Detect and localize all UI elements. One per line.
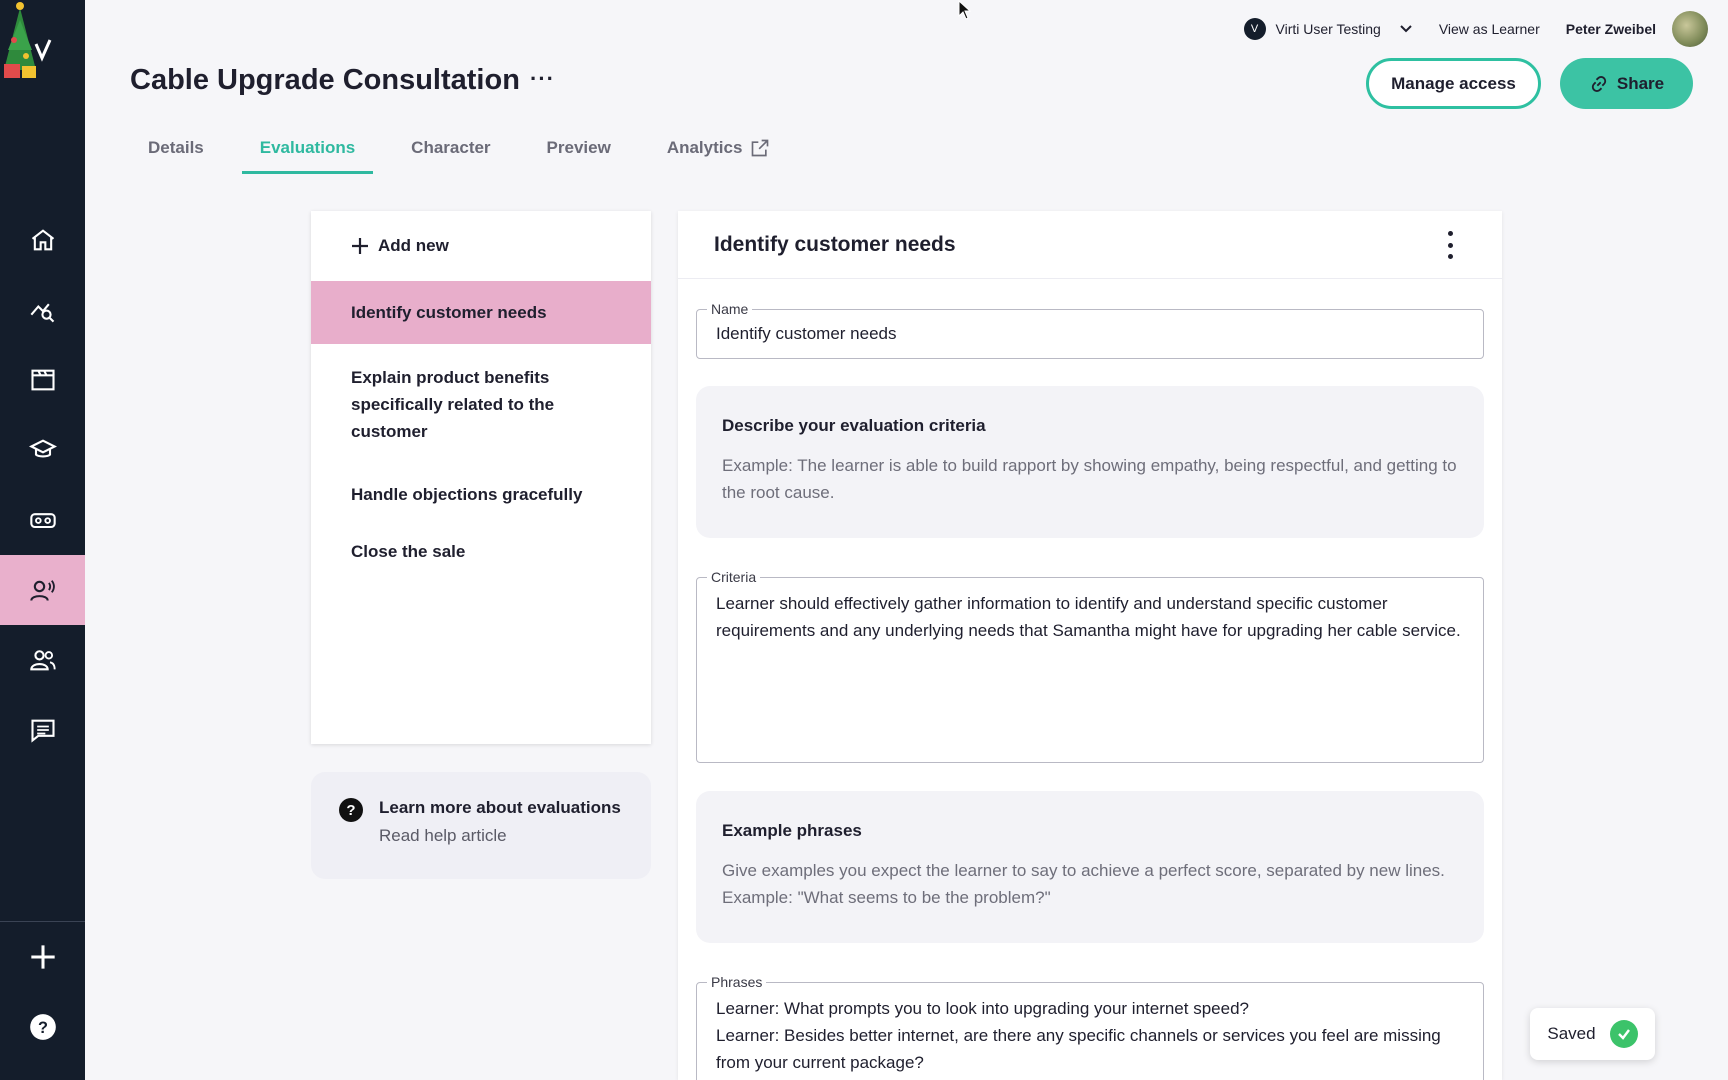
chevron-down-icon (1399, 22, 1413, 36)
list-item[interactable] (311, 281, 651, 344)
view-as-learner-link[interactable]: View as Learner (1438, 21, 1540, 37)
help-link[interactable]: Read help article (379, 826, 507, 845)
saved-toast (1530, 1008, 1655, 1060)
tab-label: Preview (546, 138, 611, 157)
phrases-field-label: Phrases (707, 974, 766, 990)
person-speaking-icon (29, 576, 57, 604)
question-icon: ? (339, 798, 363, 822)
evaluations-list (311, 211, 651, 744)
sidebar-item-videos[interactable] (0, 345, 85, 415)
phrases-info-title: Example phrases (722, 821, 862, 840)
check-icon (1610, 1020, 1638, 1048)
manage-access-button[interactable]: Manage access (1366, 58, 1541, 109)
sidebar-item-courses[interactable] (0, 415, 85, 485)
help-title: Learn more about evaluations (379, 798, 621, 817)
phrases-field (696, 974, 1484, 1080)
phrases-info-text: Give examples you expect the learner to say to achieve a perfect score, separated by new lines. Example: "What seems to be the problem?" (722, 861, 1445, 907)
workspace-badge: V (1244, 18, 1266, 40)
criteria-info-title: Describe your evaluation criteria (722, 416, 986, 435)
list-item-label: Explain product benefits specifically related to the customer (351, 368, 555, 441)
tab-preview[interactable] (529, 130, 629, 174)
help-icon (29, 1013, 57, 1041)
users-icon (29, 646, 57, 674)
list-item-label: Identify customer needs (351, 303, 547, 322)
plus-icon (29, 943, 57, 971)
tab-analytics[interactable] (649, 130, 789, 174)
list-item[interactable] (311, 459, 651, 530)
sidebar-item-feedback[interactable] (0, 695, 85, 765)
mouse-cursor-icon (958, 0, 972, 20)
list-item-label: Close the sale (351, 542, 466, 561)
share-label: Share (1616, 73, 1665, 93)
sidebar-add-button[interactable] (0, 922, 85, 992)
criteria-field (696, 569, 1484, 763)
title-more-button[interactable]: ··· (530, 66, 555, 91)
sidebar-item-users[interactable] (0, 625, 85, 695)
criteria-textarea[interactable] (697, 578, 1483, 762)
help-card[interactable] (311, 772, 651, 879)
tab-evaluations[interactable] (242, 130, 373, 174)
add-new-button[interactable] (311, 211, 651, 281)
svg-text:?: ? (37, 1018, 48, 1037)
plus-icon (350, 236, 370, 256)
saved-label: Saved (1547, 1024, 1596, 1043)
graduation-cap-icon (29, 436, 57, 464)
app-logo[interactable] (0, 0, 60, 90)
phrases-info-box (696, 791, 1484, 943)
add-new-label: Add new (378, 236, 449, 255)
card-header (678, 211, 1502, 279)
user-name[interactable]: Peter Zweibel (1565, 21, 1656, 37)
evaluation-heading: Identify customer needs (714, 232, 956, 256)
workspace-selector[interactable] (1232, 10, 1425, 48)
top-bar (1232, 10, 1709, 48)
criteria-info-box (696, 386, 1484, 538)
phrases-textarea[interactable] (697, 983, 1483, 1080)
analytics-search-icon (29, 296, 57, 324)
evaluation-detail-card (678, 211, 1502, 1080)
clapperboard-icon (29, 366, 57, 394)
tab-label: Evaluations (259, 138, 356, 157)
chat-icon (29, 716, 57, 744)
tab-label: Character (411, 138, 491, 157)
list-item-label: Handle objections gracefully (351, 485, 583, 504)
list-item[interactable] (311, 344, 651, 459)
sidebar-item-vr[interactable] (0, 485, 85, 555)
sidebar-item-home[interactable] (0, 205, 85, 275)
name-input[interactable] (697, 310, 1483, 358)
sidebar-item-virtual-humans[interactable] (0, 555, 85, 625)
link-icon (1589, 74, 1609, 94)
criteria-field-label: Criteria (707, 569, 760, 585)
vr-headset-icon (29, 506, 57, 534)
tab-bar (130, 130, 808, 174)
sidebar-help-button[interactable] (0, 992, 85, 1062)
criteria-info-text: Example: The learner is able to build rapport by showing empathy, being respectful, and getting to the root cause. (722, 456, 1457, 502)
tab-character[interactable] (393, 130, 508, 174)
workspace-name: Virti User Testing (1275, 21, 1381, 37)
sidebar (0, 0, 85, 1080)
home-icon (29, 226, 57, 254)
tab-label: Details (148, 138, 204, 157)
list-item[interactable] (311, 530, 651, 565)
name-field-label: Name (707, 301, 752, 317)
more-vertical-icon[interactable] (1446, 231, 1454, 259)
name-field (696, 301, 1484, 359)
external-link-icon (750, 138, 770, 158)
share-button[interactable] (1560, 58, 1693, 109)
tab-details[interactable] (130, 130, 222, 174)
sidebar-item-analytics[interactable] (0, 275, 85, 345)
page-title: Cable Upgrade Consultation (130, 64, 520, 96)
tab-label: Analytics (666, 138, 743, 157)
avatar[interactable] (1672, 11, 1708, 47)
